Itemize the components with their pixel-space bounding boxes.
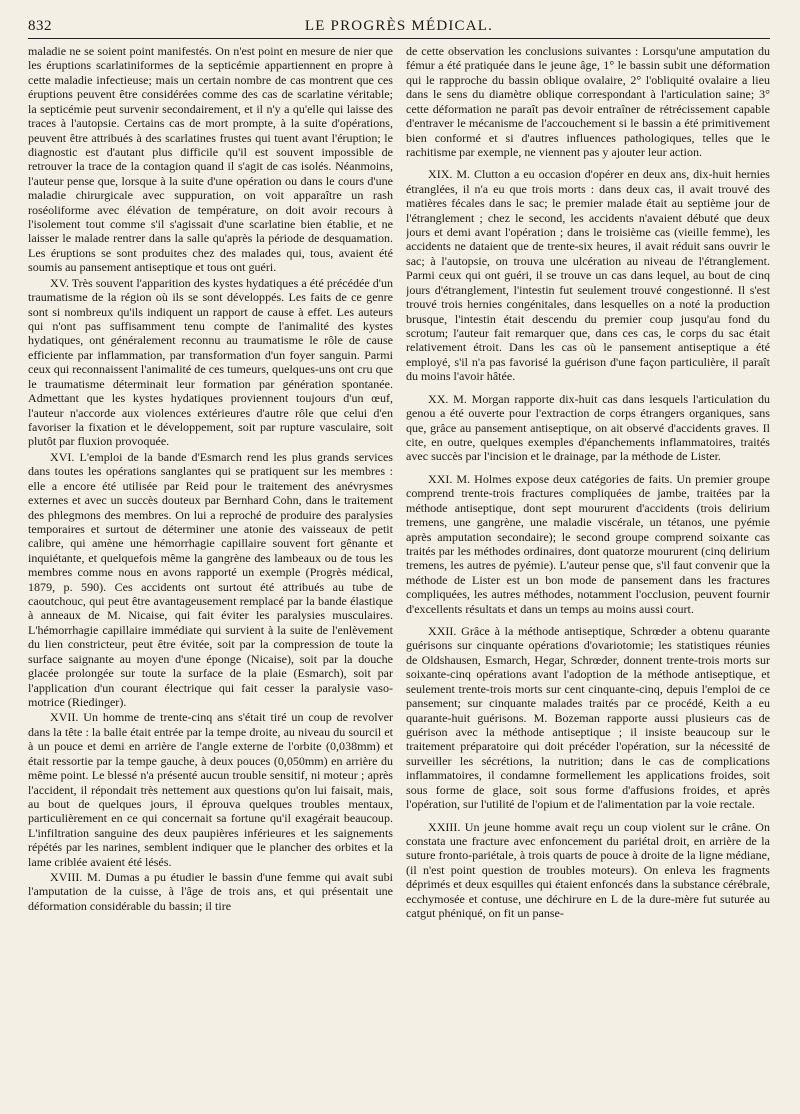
paragraph-continued: maladie ne se soient point manifestés. On n'est point en mesure de nier que les éruptions scarlatiniformes de la septicémie appartiennent en propre à cette maladie infectieuse; mais un certain nombre de cas montrent que ces éruptions peuvent être considérées comme des cas de scarlatine véritable; la septicémie peut survenir secondairement, et il n'y a qu'elle qui laisse des traces à l'autopsie. Certains cas de mort prompte, à la suite d'opérations, peuvent être attribués à des scarlatines frustes qui tuent avant l'éruption; le diagnostic est d'autant plus difficile qu'il est souvent impossible de retrouver la trace de la contagion quand il s'agit de cas isolés. Néanmoins, l'auteur pense que, lorsque à la suite d'une opération ou dans le cours d'une maladie chirurgicale avec suppuration, on voit apparaître un rash roséoliforme avec élévation de température, on doit avoir recours à l'isolement tout comme s'il s'agissait d'une scarlatine bien établie, et ne laisser le malade rentrer dans la salle qu'après la période de desquamation. Les éruptions se sont produites chez des malades qui, tous, avaient été soumis au pansement antiseptique et tous ont guéri. [28, 44, 393, 275]
paragraph-xx: XX. M. Morgan rapporte dix-huit cas dans lesquels l'articulation du genou a été ouverte pour l'extraction de corps étrangers organiques, sans que, grâce au pansement antiseptique, on ait observé d'accidents graves. Il cite, en outre, quelques exemples d'épanchements inflammatoires, traités avec succès par l'incision et le drainage, par la méthode de Lister. [406, 391, 770, 464]
paragraph-xvi: XVI. L'emploi de la bande d'Esmarch rend les plus grands services dans toutes les opérations sanglantes qui se pratiquent sur les membres : elle a encore été utilisée par Reid pour le traitement des anévrysmes externes et avec un succès douteux par Bernhard Cohn, dans le traitement des phlegmons des membres. On lui a reproché de produire des paralysies temporaires et surtout de déterminer une atonie des vaisseaux de petit calibre, qui amène une hémorrhagie capillaire souvent fort gênante et inquiétante, et quelquefois même la gangrène des lambeaux ou de tous les membres comme nous en avons rapporté un exemple (Progrès médical, 1879, p. 590). Ces accidents ont surtout été attribués au tube de caoutchouc, qui peut être avantageusement remplacé par la bande élastique à anneaux de M. Nicaise, qui fait éviter les paralysies musculaires. L'hémorrhagie capillaire immédiate qui survient à la suite de l'enlèvement du lien constricteur, peut être évitée, soit par la compression de toute la surface saignante au moyen d'une éponge (Nicaise), soit par la douche glacée prolongée sur toute la surface de la plaie (Esmarch), soit par l'application d'un courant électrique qui fait cesser la paralysie vaso-motrice (Riedinger). [28, 449, 393, 709]
paragraph-xviii-continued: de cette observation les conclusions suivantes : Lorsqu'une amputation du fémur a été pratiquée dans le jeune âge, 1° le bassin subit une déformation qui le rapproche du bassin oblique ovalaire, 2° l'obliquité ovalaire a lieu dans le sens du diamètre oblique correspondant à l'articulation saine; 3° cette déformation ne paraît pas devoir entraîner de rétrécissement capable d'entraver le mécanisme de l'accouchement si le bassin a été primitivement bien conformé et si d'autres influences pathologiques, telles que le rachitisme par exemple, ne viennent pas y ajouter leur action. [406, 44, 770, 159]
page-number: 832 [28, 18, 52, 34]
paragraph-xix: XIX. M. Clutton a eu occasion d'opérer en deux ans, dix-huit hernies étranglées, il n'a eu que trois morts : dans deux cas, il avait trouvé des matières fécales dans le sac; le premier malade était au septième jour de l'étranglement ; chez le second, les accidents n'avaient débuté que deux jours et demi avant l'opération ; dans le troisième cas (vieille femme), les accidents ne dataient que de trente-six heures, il avait réduit sans ouvrir le sac; à l'autopsie, on trouva une ulcération au niveau de l'étranglement. Parmi ceux qui ont guéri, il se trouve un cas dans lequel, au bout de cinq jours d'étranglement, l'intestin fut seulement trouvé congestionné. Il s'est trouvé trois hernies congénitales, dans lesquelles on a noté la production brusque, l'intestin était descendu du premier coup jusqu'au fond du scrotum; l'auteur fait remarquer que, dans ces cas, le corps du sac était relativement étroit. Dans les cas où le pansement antiseptique a été employé, s'il n'a pas favorisé la guérison d'une façon particulière, il paraît du moins l'avoir hâtée. [406, 167, 770, 384]
running-title: LE PROGRÈS MÉDICAL. [304, 18, 494, 34]
text-columns [28, 44, 770, 1104]
paragraph-xxii: XXII. Grâce à la méthode antiseptique, Schrœder a obtenu quarante guérisons sur cinquante opérations d'ovariotomie; les statistiques réunies de Oldshausen, Esmarch, Hegar, Schrœder, donnent trente-trois morts sur soixante-cinq opérations avant l'adoption de la méthode antiseptique, et seulement trente-trois morts sur cent cinquante-cinq, depuis l'emploi de ce pansement; sur cinquante malades traités par ce procédé, Keith a eu quarante-huit guérisons. M. Bozeman rapporte aussi plusieurs cas de guérison avec la méthode antiseptique ; il insiste beaucoup sur le traitement préparatoire qui doit précéder l'opération, sur la nécessité de surveiller les sécrétions, la nutrition; dans le cas de complications inflammatoires, il condamne formellement les applications froides, soit sous forme de glace, soit sous forme d'affusions froides, et après l'opération, sur l'utilité de l'opium et de l'alimentation par la voie rectale. [406, 624, 770, 812]
paragraph-xxi: XXI. M. Holmes expose deux catégories de faits. Un premier groupe comprend trente-trois fractures compliquées de jambe, traitées par la méthode antiseptique, dont sept moururent d'accidents (trois delirium tremens, une gangrène, une maladie viscérale, un tétanos, une pyémie après amputation secondaire); le second groupe comprend soixante cas traités par les méthodes ordinaires, dont quatorze moururent (cinq delirium tremens, les autres de pyémie). L'auteur pense que, s'il faut convenir que la méthode de Lister est un bon mode de pansement dans les fractures compliquées, les autres méthodes, notamment l'occlusion, peuvent fournir d'excellents résultats et dans un temps au moins aussi court. [406, 471, 770, 616]
paragraph-xv: XV. Très souvent l'apparition des kystes hydatiques a été précédée d'un traumatisme de la région où ils se sont développés. Les faits de ce genre sont si nombreux qu'ils indiquent un rapport de cause à effet. Les auteurs qui n'ont pas suffisamment tenu compte de l'animalité des kystes hydatiques, ont généralement reconnu au traumatisme le rôle de cause efficiente par inflammation, par transformation d'un foyer sanguin. Parmi ceux qui reconnaissent l'animalité de ces tumeurs, quelques-uns ont cru que le traumatisme déterminait leur formation par génération spontanée. Admettant que les kystes hydatiques proviennent toujours d'un œuf, l'auteur n'accorde aux violences extérieures d'autre rôle que celui d'en favoriser la fixation et le développement, soit par rupture vasculaire, soit plutôt par fluxion provoquée. [28, 275, 393, 449]
paragraph-xvii: XVII. Un homme de trente-cinq ans s'était tiré un coup de revolver dans la tête : la balle était entrée par la tempe droite, au niveau du sourcil et à un pouce et demi en arrière de l'angle externe de l'orbite (0,038mm) et était ressortie par la tempe gauche, à deux pouces (0,050mm) en arrière du même point. Le blessé n'a présenté aucun trouble sensitif, ni moteur ; après l'accident, il répondait très nettement aux questions qu'on lui faisait, mais, au bout de quelques jours, il éprouva quelques troubles mentaux, particulièrement en ce qui concernait sa fortune qu'il exagérait beaucoup. L'infiltration sanguine des deux paupières inférieures et les saignements répétés par les narines, semblent indiquer que le plancher des orbites et la lame criblée avaient été lésés. [28, 710, 393, 869]
paragraph-xviii: XVIII. M. Dumas a pu étudier le bassin d'une femme qui avait subi l'amputation de la cuisse, à l'âge de trois ans, et qui présentait une déformation considérable du bassin; il tire [28, 870, 393, 913]
page-header [28, 12, 770, 39]
right-column [406, 44, 770, 1104]
paragraph-xxiii: XXIII. Un jeune homme avait reçu un coup violent sur le crâne. On constata une fracture avec enfoncement du pariétal droit, en arrière de la suture fronto-pariétale, à trois quarts de pouce à droite de la ligne médiane, (il n'est point question de troubles moteurs). On enleva les fragments déprimés et deux esquilles qui étaient enfoncés dans la substance cérébrale, ecchymosée et contuse, une déchirure en L de la dure-mère fut suturée au catgut phéniqué, on fit un panse- [406, 819, 770, 921]
left-column [28, 44, 393, 1104]
